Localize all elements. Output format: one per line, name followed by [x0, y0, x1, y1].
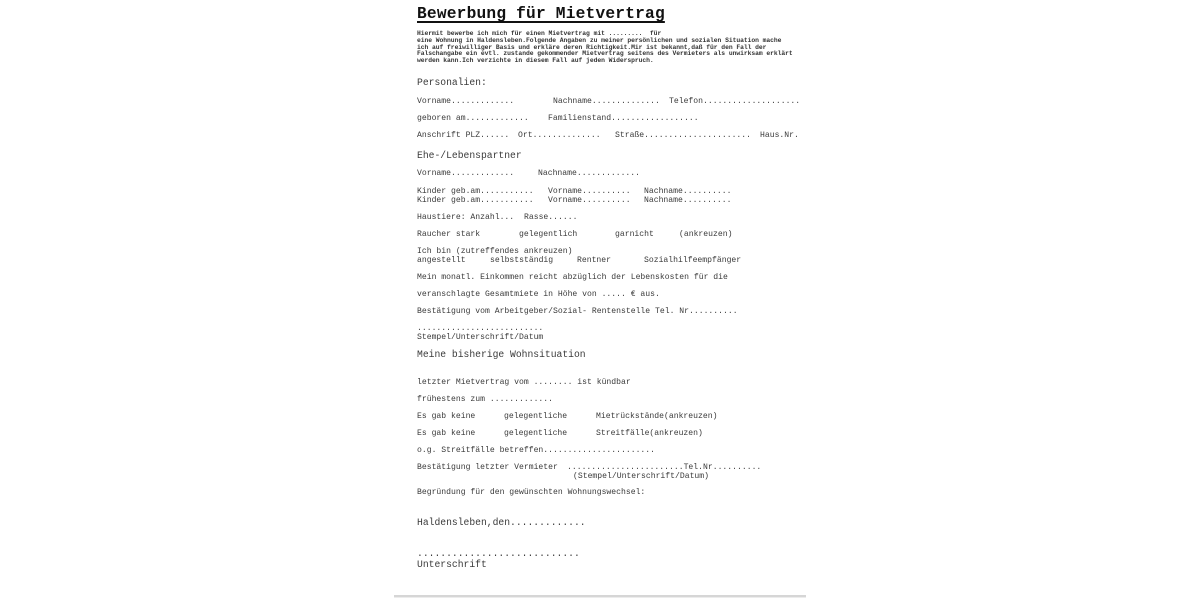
field-bestaetigung-arbeitgeber[interactable]: Bestätigung vom Arbeitgeber/Sozial- Rentenstelle Tel. Nr.......... [417, 307, 738, 316]
section-heading-partner: Ehe-/Lebenspartner [417, 150, 522, 161]
intro-line: werden kann.Ich verzichte in diesem Fall auf jeden Widerspruch. [417, 57, 654, 65]
field-ort-datum[interactable]: Haldensleben,den............. [417, 517, 586, 528]
field-vorname[interactable]: Vorname............. [417, 97, 515, 106]
field-kind1-geb[interactable]: Kinder geb.am........... [417, 187, 534, 196]
option-mietrueckstaende-keine[interactable]: Es gab keine [417, 412, 476, 421]
field-nachname[interactable]: Nachname.............. [553, 97, 660, 106]
page-bottom-edge [394, 595, 806, 598]
option-selbststaendig[interactable]: selbstständig [490, 256, 554, 265]
intro-line: eine Wohnung in Haldensleben.Folgende Angaben zu meiner persönlichen und sozialen Situation mache [417, 36, 782, 44]
vermieter-bestaetigung-label: Bestätigung letzter Vermieter [417, 463, 558, 472]
signature-line[interactable]: ............................ [417, 548, 580, 559]
option-mietrueckstaende-gelegentliche[interactable]: gelegentliche [504, 412, 568, 421]
section-heading-personalien: Personalien: [417, 77, 487, 88]
intro-paragraph [417, 31, 793, 65]
field-familienstand[interactable]: Familienstand.................. [548, 114, 699, 123]
field-kind1-vorname[interactable]: Vorname.......... [548, 187, 631, 196]
raucher-hint: (ankreuzen) [679, 230, 733, 239]
field-anschrift-plz[interactable]: Anschrift PLZ...... [417, 131, 510, 140]
einkommen-text-line1: Mein monatl. Einkommen reicht abzüglich der Lebenskosten für die [417, 273, 728, 282]
field-haustiere-rasse[interactable]: Rasse...... [524, 213, 578, 222]
document-title: Bewerbung für Mietvertrag [417, 5, 665, 23]
section-heading-wohnsituation: Meine bisherige Wohnsituation [417, 349, 586, 360]
field-vermieter-bestaetigung[interactable]: ........................Tel.Nr.......... [567, 463, 762, 472]
field-haustiere-anzahl[interactable]: Haustiere: Anzahl... [417, 213, 515, 222]
signature-line-arbeitgeber[interactable]: .......................... [417, 324, 544, 333]
vermieter-signature-label: (Stempel/Unterschrift/Datum) [573, 472, 709, 481]
field-kind2-vorname[interactable]: Vorname.......... [548, 196, 631, 205]
mietrueckstaende-label: Mietrückstände(ankreuzen) [596, 412, 718, 421]
option-rentner[interactable]: Rentner [577, 256, 611, 265]
field-ort[interactable]: Ort.............. [518, 131, 601, 140]
field-strasse[interactable]: Straße...................... [615, 131, 751, 140]
begruendung-label: Begründung für den gewünschten Wohnungswechsel: [417, 488, 646, 497]
signature-label-arbeitgeber: Stempel/Unterschrift/Datum [417, 333, 544, 342]
streitfaelle-label: Streitfälle(ankreuzen) [596, 429, 703, 438]
option-sozialhilfeempfaenger[interactable]: Sozialhilfeempfänger [644, 256, 742, 265]
option-angestellt[interactable]: angestellt [417, 256, 466, 265]
field-kind2-nachname[interactable]: Nachname.......... [644, 196, 732, 205]
field-fruehestens[interactable]: frühestens zum ............. [417, 395, 553, 404]
option-raucher-gelegentlich[interactable]: gelegentlich [519, 230, 578, 239]
employment-status-label: Ich bin (zutreffendes ankreuzen) [417, 247, 573, 256]
field-partner-nachname[interactable]: Nachname............. [538, 169, 640, 178]
intro-line: Hiermit bewerbe ich mich für einen Mietvertrag mit ......... für [417, 30, 662, 37]
field-letzter-mietvertrag[interactable]: letzter Mietvertrag vom ........ ist kündbar [417, 378, 631, 387]
signature-label: Unterschrift [417, 559, 487, 570]
field-hausnr[interactable]: Haus.Nr. [760, 131, 799, 140]
option-raucher-garnicht[interactable]: garnicht [615, 230, 654, 239]
field-geboren-am[interactable]: geboren am............. [417, 114, 529, 123]
option-streitfaelle-gelegentliche[interactable]: gelegentliche [504, 429, 568, 438]
option-streitfaelle-keine[interactable]: Es gab keine [417, 429, 476, 438]
einkommen-text-line2: veranschlagte Gesamtmiete in Höhe von ..... € aus. [417, 290, 660, 299]
field-partner-vorname[interactable]: Vorname............. [417, 169, 515, 178]
field-streitfaelle-betreffen[interactable]: o.g. Streitfälle betreffen....................... [417, 446, 655, 455]
intro-line: ich auf freiwilliger Basis und erkläre deren Richtigkeit.Mir ist bekannt,daß für den Fall der [417, 43, 767, 51]
field-kind2-geb[interactable]: Kinder geb.am........... [417, 196, 534, 205]
field-kind1-nachname[interactable]: Nachname.......... [644, 187, 732, 196]
intro-line: Falschangabe ein evtl. zustande gekommender Mietvertrag seitens des Vermieters als unwirksam erklärt [417, 50, 793, 58]
field-telefon[interactable]: Telefon.................... [669, 97, 801, 106]
option-raucher-stark[interactable]: Raucher stark [417, 230, 481, 239]
